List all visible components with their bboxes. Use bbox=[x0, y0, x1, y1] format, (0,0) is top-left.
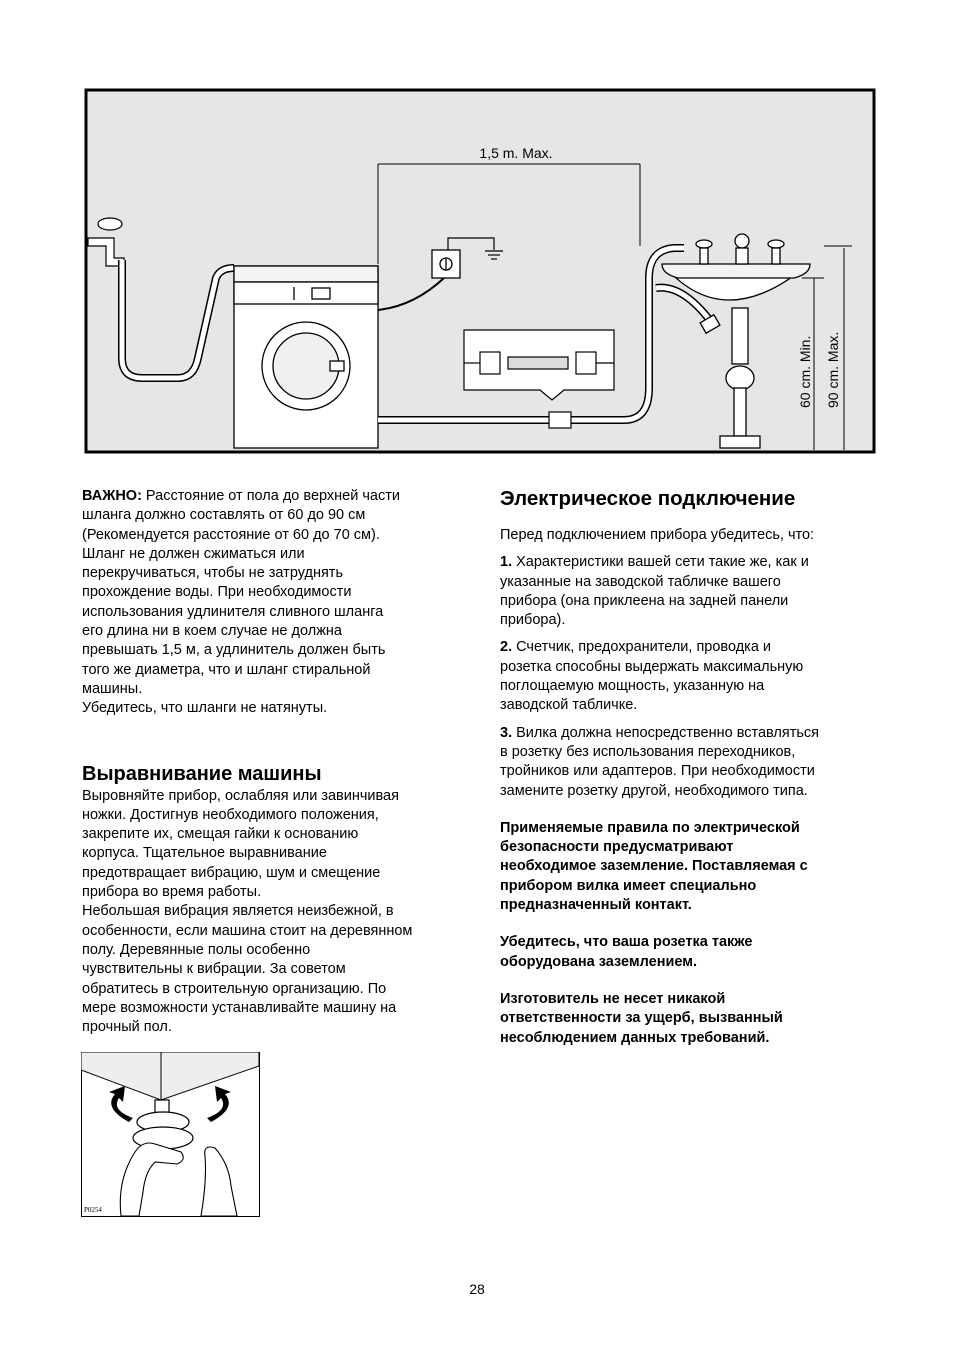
dimension-label-max: 90 cm. Max. bbox=[825, 331, 841, 408]
extension-connector-callout bbox=[464, 330, 614, 400]
text-line: Изготовитель не несет никакой bbox=[500, 990, 726, 1007]
item-number: 2. bbox=[500, 639, 513, 656]
text-line: прибором вилка имеет специально bbox=[500, 877, 757, 894]
text-line: заводской табличке. bbox=[500, 697, 638, 714]
text-line: (Рекомендуется расстояние от 60 до 70 см). bbox=[82, 526, 380, 543]
text-line: Убедитесь, что шланги не натянуты. bbox=[82, 700, 328, 717]
text-line: мере возможности устанавливайте машину на bbox=[82, 999, 397, 1016]
text-line: в розетку без использования переходников, bbox=[500, 743, 796, 760]
text-line: его длина ни в коем случае не должна bbox=[82, 623, 342, 640]
item-number: 1. bbox=[500, 554, 513, 571]
text-line: прочный пол. bbox=[82, 1019, 172, 1036]
text-line: Применяемые правила по электрической bbox=[500, 819, 800, 836]
dimension-label-length: 1,5 m. Max. bbox=[479, 145, 553, 161]
text-line: Вилка должна непосредственно вставляться bbox=[512, 724, 820, 741]
text-line: безопасности предусматривают bbox=[500, 839, 734, 856]
dimension-label-min: 60 cm. Min. bbox=[797, 335, 813, 408]
text-line: прибора во время работы. bbox=[82, 884, 262, 901]
text-line: Шланг не должен сжиматься или bbox=[82, 545, 305, 562]
safety-rules-paragraph bbox=[500, 819, 880, 915]
grounding-paragraph bbox=[500, 933, 880, 972]
leveling-foot-illustration bbox=[81, 1052, 261, 1218]
text-line: прибора (она приклеена на задней панели bbox=[500, 592, 789, 609]
text-line: необходимое заземление. Поставляемая с bbox=[500, 858, 808, 875]
right-column bbox=[500, 487, 880, 1048]
list-item bbox=[500, 553, 880, 630]
text-line: особенности, если машина стоит на деревянном bbox=[82, 922, 413, 939]
list-item bbox=[500, 724, 880, 801]
important-first-line: Расстояние от пола до верхней части bbox=[141, 488, 400, 504]
item-number: 3. bbox=[500, 724, 513, 741]
text-line: поглощаемую мощность, указанную на bbox=[500, 678, 765, 695]
text-line: прибора). bbox=[500, 612, 566, 629]
washing-machine bbox=[234, 266, 378, 448]
installation-diagram bbox=[84, 88, 876, 454]
text-line: предназначенный контакт. bbox=[500, 897, 692, 914]
list-item bbox=[500, 638, 880, 715]
text-line: несоблюдением данных требований. bbox=[500, 1029, 770, 1046]
important-label: ВАЖНО: bbox=[82, 488, 142, 504]
leveling-paragraph bbox=[82, 787, 457, 1038]
socket-icon bbox=[432, 250, 460, 278]
liability-paragraph bbox=[500, 990, 880, 1048]
left-column bbox=[82, 487, 457, 1037]
text-line: чувствительны к вибрации. За советом bbox=[82, 961, 346, 978]
text-line: использования удлинителя сливного шланга bbox=[82, 603, 384, 620]
text-line: Характеристики вашей сети такие же, как и bbox=[512, 554, 809, 571]
figure-code: P0254 bbox=[84, 1206, 102, 1214]
leveling-heading: Выравнивание машины bbox=[82, 762, 322, 785]
text-line: Выровняйте прибор, ослабляя или завинчивая bbox=[82, 787, 399, 804]
text-line: обратитесь в строительную организацию. По bbox=[82, 980, 387, 997]
text-line: указанные на заводской табличке вашего bbox=[500, 573, 781, 590]
text-line: прохождение воды. При необходимости bbox=[82, 584, 352, 601]
text-line: оборудована заземлением. bbox=[500, 953, 697, 970]
text-line: полу. Деревянные полы особенно bbox=[82, 941, 311, 958]
text-line: закрепите их, смещая гайки к основанию bbox=[82, 826, 359, 843]
text-line: перекручиваться, чтобы не затруднять bbox=[82, 565, 344, 582]
text-line: предотвращает вибрацию, шум и смещение bbox=[82, 864, 381, 881]
page-number: 28 bbox=[469, 1281, 485, 1297]
text-line: тройников или адаптеров. При необходимости bbox=[500, 763, 815, 780]
text-line: розетка способны выдержать максимальную bbox=[500, 658, 804, 675]
intro-text: Перед подключением прибора убедитесь, что: bbox=[500, 527, 815, 543]
text-line: Убедитесь, что ваша розетка также bbox=[500, 934, 753, 951]
text-line: того же диаметра, что и шланг стиральной bbox=[82, 661, 371, 678]
text-line: корпуса. Тщательное выравнивание bbox=[82, 845, 327, 862]
text-line: шланга должно составлять от 60 до 90 см bbox=[82, 507, 366, 524]
important-paragraph bbox=[82, 487, 457, 719]
text-line: ножки. Достигнув необходимого положения, bbox=[82, 806, 379, 823]
text-line: замените розетку другой, необходимого типа. bbox=[500, 782, 808, 799]
electrical-heading: Электрическое подключение bbox=[500, 487, 796, 510]
text-line: превышать 1,5 м, а удлинитель должен быть bbox=[82, 642, 386, 659]
text-line: Счетчик, предохранители, проводка и bbox=[512, 639, 772, 656]
text-line: ответственности за ущерб, вызванный bbox=[500, 1010, 783, 1027]
text-line: машины. bbox=[82, 680, 143, 697]
text-line: Небольшая вибрация является неизбежной, в bbox=[82, 903, 394, 920]
